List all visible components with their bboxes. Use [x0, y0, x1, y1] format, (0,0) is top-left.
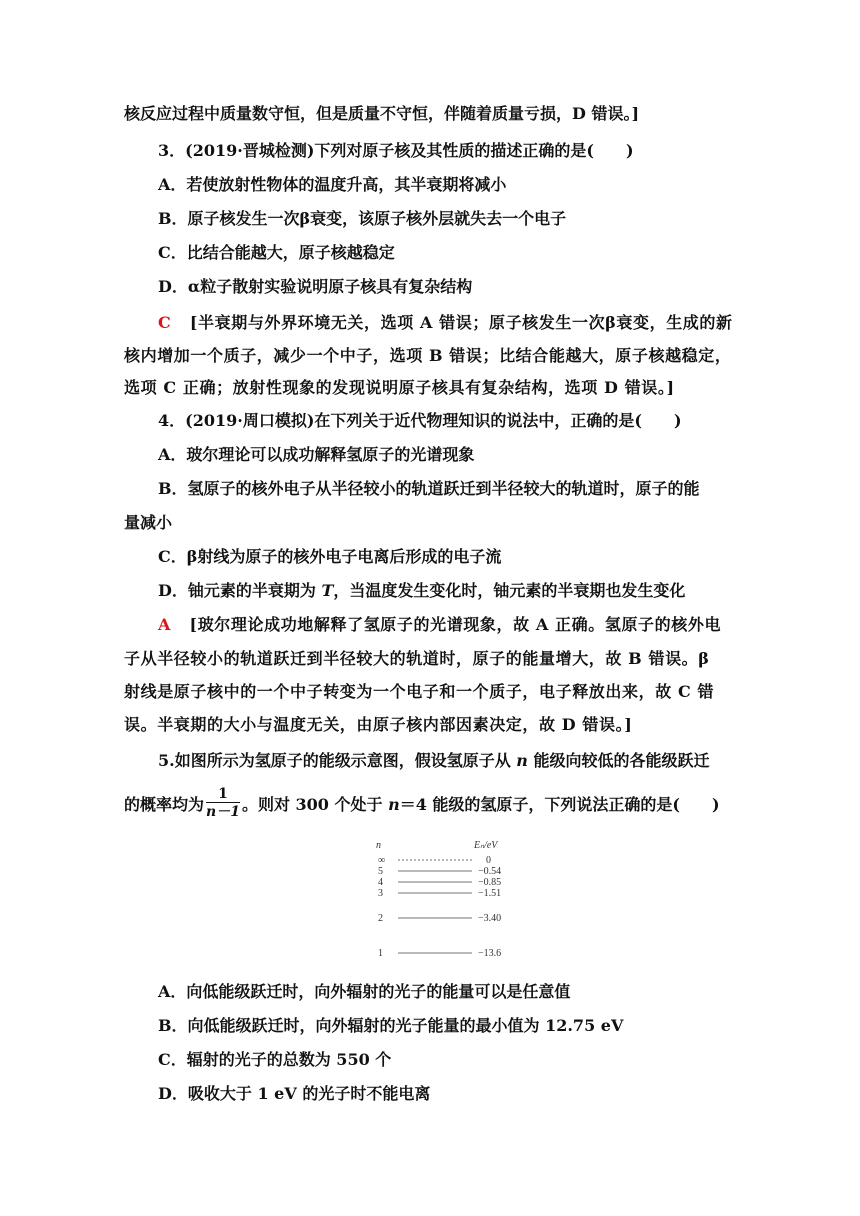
- q5-stem-2: 的概率均为 $\frac{1}{n-1}$ 。则对 300 个处于 n＝4 能级的氢原子，下列说法正确的是( ): [124, 786, 720, 820]
- q3-answer: C [半衰期与外界环境无关，选项 A 错误；原子核发生一次β衰变，生成的新: [158, 313, 733, 332]
- q3-explanation-3: 选项 C 正确；放射性现象的发现说明原子核具有复杂结构，选项 D 错误。]: [124, 378, 675, 397]
- level-n-label: 1: [378, 948, 383, 959]
- q4-option-c: C．β射线为原子的核外电子电离后形成的电子流: [158, 547, 502, 566]
- q5-option-d: D．吸收大于 1 eV 的光子时不能电离: [158, 1084, 431, 1103]
- q5-option-b: B．向低能级跃迁时，向外辐射的光子能量的最小值为 12.75 eV: [158, 1016, 624, 1035]
- q4-explanation-2: 子从半径较小的轨道跃迁到半径较大的轨道时，原子的能量增大，故 B 错误。β: [124, 649, 710, 668]
- q3-option-c: C．比结合能越大，原子核越稳定: [158, 243, 395, 262]
- q4-option-d: D．铀元素的半衰期为 T，当温度发生变化时，铀元素的半衰期也发生变化: [158, 581, 686, 600]
- q3-option-d: D．α粒子散射实验说明原子核具有复杂结构: [158, 277, 473, 296]
- level-energy-label: −13.6: [478, 948, 502, 959]
- q4-stem: 4．(2019·周口模拟)在下列关于近代物理知识的说法中，正确的是( ): [158, 411, 682, 430]
- level-n-label: 4: [378, 877, 383, 888]
- q3-option-b: B．原子核发生一次β衰变，该原子核外层就失去一个电子: [158, 209, 567, 228]
- col-energy-header: Eₙ/eV: [474, 840, 498, 851]
- q4-option-a: A．玻尔理论可以成功解释氢原子的光谱现象: [158, 445, 475, 464]
- q4-option-b: B．氢原子的核外电子从半径较小的轨道跃迁到半径较大的轨道时，原子的能: [158, 479, 700, 498]
- level-energy-label: −1.51: [478, 888, 502, 899]
- energy-level-diagram: [368, 832, 518, 962]
- energy-levels: [378, 855, 501, 959]
- q3-answer-key: C: [158, 313, 172, 332]
- level-energy-label: −0.54: [478, 866, 502, 877]
- probability-fraction: $\frac{1}{n-1}$: [206, 786, 240, 820]
- q3-explanation-2: 核内增加一个质子，减少一个中子，选项 B 错误；比结合能越大，原子核越稳定，: [124, 346, 732, 365]
- q4-explanation-4: 误。半衰期的大小与温度无关，由原子核内部因素决定，故 D 错误。]: [124, 715, 633, 734]
- q4-source: 周口模拟: [242, 411, 307, 430]
- level-n-label: 5: [378, 866, 383, 877]
- q4-option-b-cont: 量减小: [124, 513, 173, 532]
- q5-option-a: A．向低能级跃迁时，向外辐射的光子的能量可以是任意值: [158, 982, 571, 1001]
- q4-answer-key: A: [158, 615, 172, 634]
- q4-answer: A [玻尔理论成功地解释了氢原子的光谱现象，故 A 正确。氢原子的核外电: [158, 615, 722, 634]
- level-n-label: 3: [378, 888, 383, 899]
- q5-stem-1: 5.如图所示为氢原子的能级示意图，假设氢原子从 n 能级向较低的各能级跃迁: [158, 751, 710, 770]
- q3-source: 晋城检测: [242, 141, 307, 160]
- level-n-label: ∞: [378, 855, 386, 866]
- level-energy-label: −0.85: [478, 877, 502, 888]
- q5-option-c: C．辐射的光子的总数为 550 个: [158, 1050, 392, 1069]
- col-n-header: n: [376, 840, 381, 851]
- q4-explanation-3: 射线是原子核中的一个中子转变为一个电子和一个质子，电子释放出来，故 C 错: [124, 682, 715, 701]
- q3-option-a: A．若使放射性物体的温度升高，其半衰期将减小: [158, 175, 507, 194]
- level-energy-label: −3.40: [478, 913, 502, 924]
- q3-stem: 3．(2019·晋城检测)下列对原子核及其性质的描述正确的是( ): [158, 141, 634, 160]
- level-energy-label: 0: [486, 855, 491, 866]
- level-n-label: 2: [378, 913, 383, 924]
- prev-explanation-tail: 核反应过程中质量数守恒，但是质量不守恒，伴随着质量亏损，D 错误。]: [124, 104, 640, 123]
